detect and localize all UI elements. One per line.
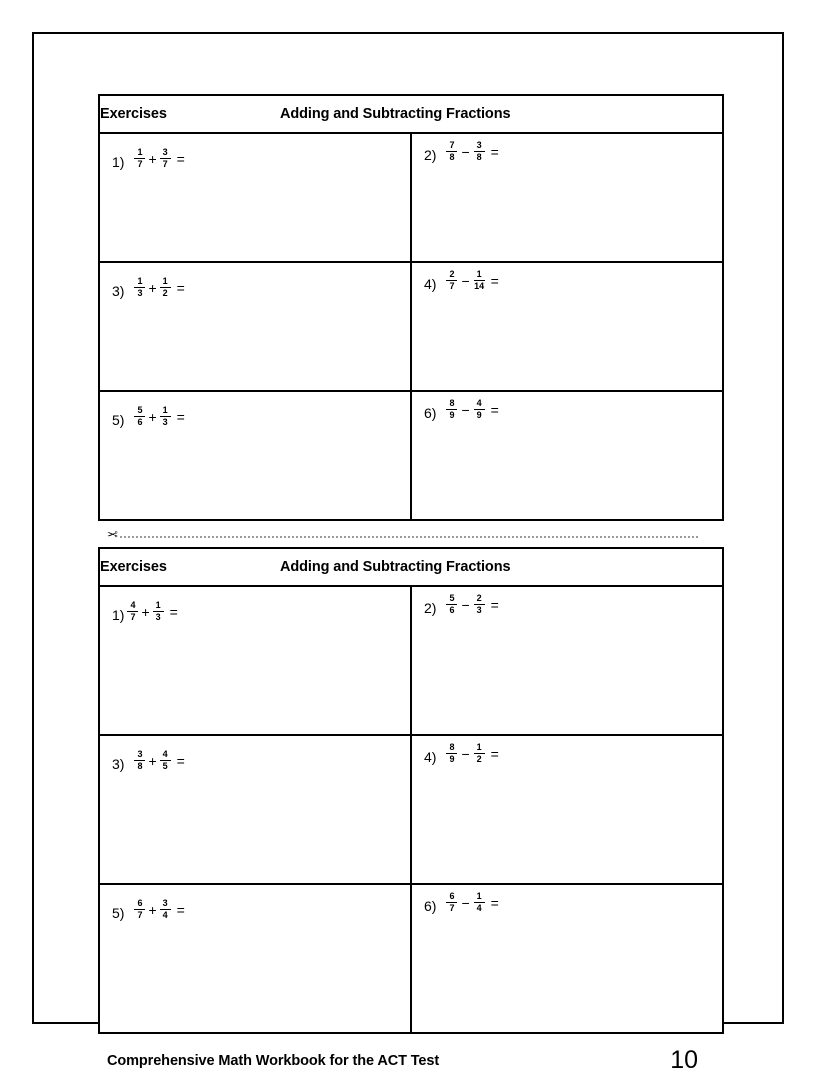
fraction-left — [133, 406, 146, 428]
operator: + — [148, 151, 157, 168]
worksheet-title: Adding and Subtracting Fractions — [280, 559, 511, 575]
equals-sign: = — [490, 746, 499, 763]
equals-sign: = — [169, 604, 178, 621]
problem-number: 3) — [112, 283, 125, 299]
problem-expression — [133, 750, 184, 772]
equals-sign: = — [490, 273, 499, 290]
denominator: 9 — [449, 754, 455, 765]
numerator: 7 — [449, 140, 455, 150]
problem-expression — [445, 743, 498, 765]
problem-number: 4) — [424, 749, 437, 765]
numerator: 6 — [449, 891, 455, 901]
denominator: 3 — [162, 417, 168, 428]
problem-expression — [445, 141, 498, 163]
numerator: 1 — [155, 600, 161, 610]
numerator: 1 — [137, 147, 143, 157]
denominator: 7 — [449, 281, 455, 292]
operator: − — [461, 597, 470, 614]
numerator: 1 — [137, 276, 143, 286]
problem-cell-1[interactable] — [99, 133, 411, 262]
denominator: 9 — [449, 410, 455, 421]
denominator: 8 — [137, 761, 143, 772]
problem-cell-5[interactable] — [99, 884, 411, 1033]
fraction-left — [445, 141, 458, 163]
problem-row — [99, 133, 723, 262]
denominator: 8 — [476, 152, 482, 163]
problem-cell-4[interactable] — [411, 735, 723, 884]
exercises-label: Exercises — [100, 106, 167, 122]
problem-row — [99, 391, 723, 520]
problem-row — [99, 884, 723, 1033]
worksheet-header-cell — [99, 95, 723, 133]
problem-number: 2) — [424, 600, 437, 616]
problem-number: 2) — [424, 147, 437, 163]
equals-sign: = — [176, 280, 185, 297]
worksheet-header-row — [99, 548, 723, 586]
fraction-right — [159, 148, 172, 170]
page-number: 10 — [670, 1046, 698, 1074]
denominator: 4 — [476, 903, 482, 914]
problem-cell-2[interactable] — [411, 133, 723, 262]
fraction-right — [473, 399, 486, 421]
worksheet-header-row — [99, 95, 723, 133]
numerator: 3 — [476, 140, 482, 150]
denominator: 9 — [476, 410, 482, 421]
problem-expression — [445, 594, 498, 616]
numerator: 1 — [476, 742, 482, 752]
operator: + — [148, 409, 157, 426]
denominator: 3 — [137, 288, 143, 299]
fraction-right — [473, 594, 486, 616]
operator: + — [148, 902, 157, 919]
denominator: 7 — [162, 159, 168, 170]
numerator: 6 — [137, 898, 143, 908]
operator: − — [461, 402, 470, 419]
equals-sign: = — [176, 902, 185, 919]
denominator: 2 — [162, 288, 168, 299]
fraction-left — [445, 892, 458, 914]
fraction-left — [445, 594, 458, 616]
equals-sign: = — [490, 402, 499, 419]
problem-expression — [445, 270, 498, 292]
worksheet-table-1 — [98, 94, 724, 521]
problem-cell-1[interactable] — [99, 586, 411, 735]
problem-cell-5[interactable] — [99, 391, 411, 520]
problem-cell-6[interactable] — [411, 391, 723, 520]
numerator: 4 — [476, 398, 482, 408]
worksheet-header-cell — [99, 548, 723, 586]
fraction-right — [159, 277, 172, 299]
problem-expression — [133, 277, 184, 299]
numerator: 2 — [476, 593, 482, 603]
problem-cell-6[interactable] — [411, 884, 723, 1033]
numerator: 1 — [162, 405, 168, 415]
problem-cell-3[interactable] — [99, 735, 411, 884]
problem-row — [99, 735, 723, 884]
operator: + — [148, 753, 157, 770]
page-frame — [32, 32, 784, 1074]
operator: − — [461, 144, 470, 161]
numerator: 3 — [162, 147, 168, 157]
page-footer — [98, 1048, 724, 1073]
numerator: 5 — [137, 405, 143, 415]
problem-number: 6) — [424, 898, 437, 914]
numerator: 1 — [476, 269, 482, 279]
equals-sign: = — [176, 753, 185, 770]
operator: − — [461, 895, 470, 912]
footer-title: Comprehensive Math Workbook for the ACT Test — [107, 1053, 440, 1069]
denominator: 3 — [155, 612, 161, 623]
fraction-right — [473, 743, 486, 765]
problem-number: 4) — [424, 276, 437, 292]
problem-number: 1) — [112, 154, 125, 170]
equals-sign: = — [176, 409, 185, 426]
equals-sign: = — [176, 151, 185, 168]
denominator: 7 — [130, 612, 136, 623]
denominator: 4 — [162, 910, 168, 921]
problem-expression — [133, 148, 184, 170]
fraction-left — [445, 399, 458, 421]
problem-expression — [126, 601, 177, 623]
fraction-right — [473, 141, 486, 163]
fraction-right — [159, 406, 172, 428]
fraction-right — [152, 601, 165, 623]
operator: + — [141, 604, 150, 621]
problem-expression — [133, 899, 184, 921]
problem-number: 5) — [112, 905, 125, 921]
numerator: 5 — [449, 593, 455, 603]
fraction-right — [473, 892, 486, 914]
numerator: 4 — [162, 749, 168, 759]
problem-cell-2[interactable] — [411, 586, 723, 735]
equals-sign: = — [490, 144, 499, 161]
denominator: 3 — [476, 605, 482, 616]
problem-number: 5) — [112, 412, 125, 428]
denominator: 2 — [476, 754, 482, 765]
problem-cell-4[interactable] — [411, 262, 723, 391]
worksheet-title: Adding and Subtracting Fractions — [280, 106, 511, 122]
numerator: 1 — [162, 276, 168, 286]
numerator: 2 — [449, 269, 455, 279]
numerator: 1 — [476, 891, 482, 901]
denominator: 6 — [137, 417, 143, 428]
problem-number: 3) — [112, 756, 125, 772]
fraction-right — [159, 750, 172, 772]
equals-sign: = — [490, 895, 499, 912]
denominator: 5 — [162, 761, 168, 772]
fraction-left — [445, 270, 458, 292]
denominator: 14 — [474, 281, 485, 292]
operator: + — [148, 280, 157, 297]
fraction-left — [133, 899, 146, 921]
numerator: 3 — [137, 749, 143, 759]
fraction-right — [473, 270, 486, 292]
equals-sign: = — [490, 597, 499, 614]
fraction-right — [159, 899, 172, 921]
numerator: 4 — [130, 600, 136, 610]
problem-row — [99, 262, 723, 391]
denominator: 7 — [137, 910, 143, 921]
problem-expression — [133, 406, 184, 428]
problem-row — [99, 586, 723, 735]
fraction-left — [445, 743, 458, 765]
fraction-left — [133, 148, 146, 170]
dotted-cut-guide — [120, 536, 698, 538]
fraction-left — [133, 750, 146, 772]
denominator: 7 — [449, 903, 455, 914]
scissors-icon: ✂ — [107, 526, 118, 542]
denominator: 8 — [449, 152, 455, 163]
worksheet-content — [98, 94, 724, 1073]
numerator: 3 — [162, 898, 168, 908]
worksheet-table-2 — [98, 547, 724, 1034]
denominator: 6 — [449, 605, 455, 616]
numerator: 8 — [449, 742, 455, 752]
problem-expression — [445, 892, 498, 914]
numerator: 8 — [449, 398, 455, 408]
operator: − — [461, 746, 470, 763]
problem-number: 6) — [424, 405, 437, 421]
operator: − — [461, 273, 470, 290]
exercises-label: Exercises — [100, 559, 167, 575]
fraction-left — [126, 601, 139, 623]
denominator: 7 — [137, 159, 143, 170]
problem-expression — [445, 399, 498, 421]
cut-line — [107, 521, 724, 547]
fraction-left — [133, 277, 146, 299]
problem-number: 1) — [112, 607, 125, 623]
problem-cell-3[interactable] — [99, 262, 411, 391]
